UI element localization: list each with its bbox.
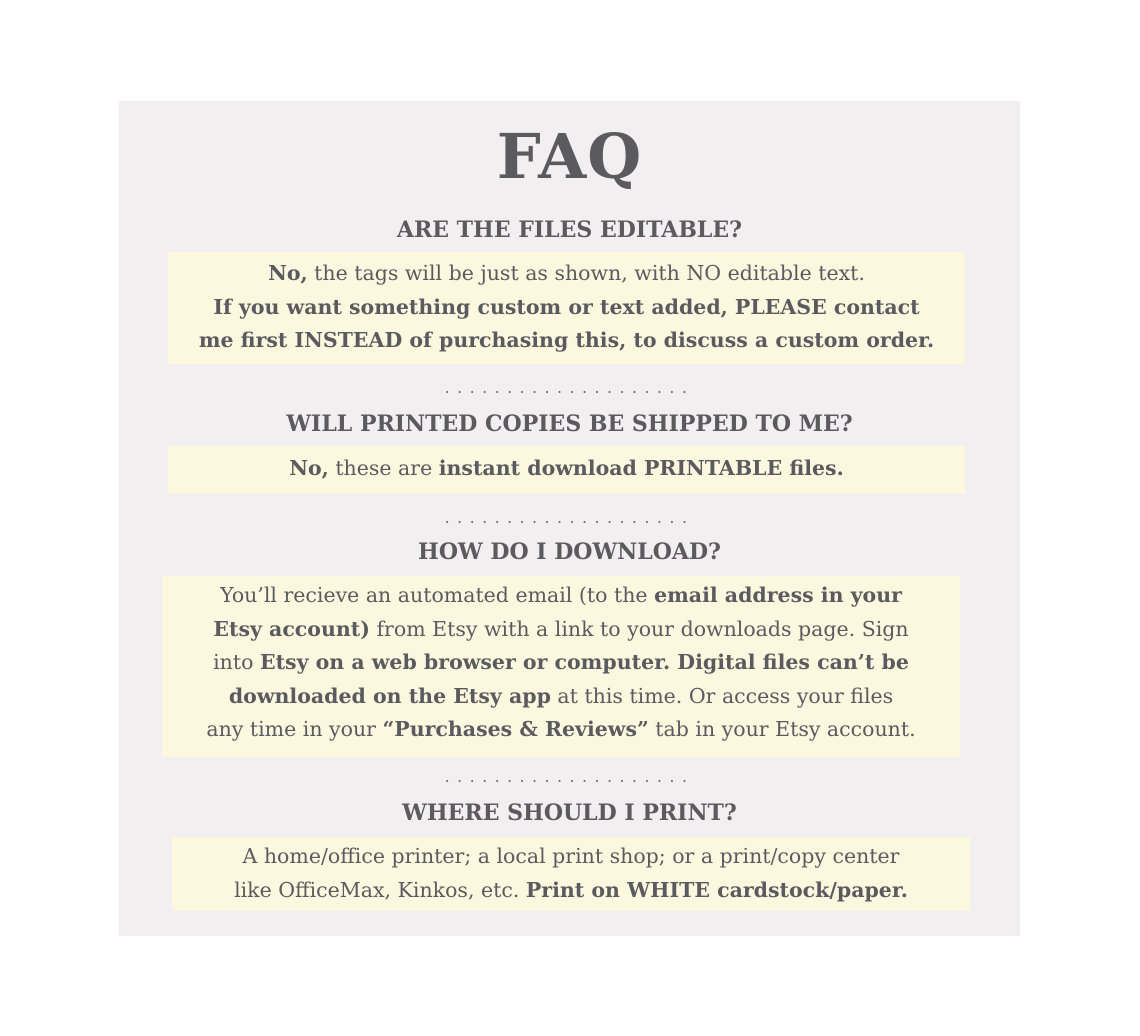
answer-line — [162, 680, 960, 714]
faq-title: FAQ — [496, 120, 643, 193]
answer-bold-text: Etsy on a web browser or computer. Digital files can’t be — [259, 650, 909, 674]
answer-text: the tags will be just as shown, with NO editable text. — [307, 261, 865, 285]
answer-bold-text: Etsy account) — [213, 616, 370, 641]
answer-line — [162, 646, 960, 680]
answer-line — [168, 257, 965, 291]
question-editable: ARE THE FILES EDITABLE? — [396, 217, 743, 243]
answer-text: You’ll recieve an automated email (to the — [220, 583, 655, 607]
answer-text: any time in your — [206, 717, 383, 741]
separator-dots: .................... — [444, 508, 695, 527]
question-print: WHERE SHOULD I PRINT? — [402, 800, 737, 826]
answer-line — [162, 579, 960, 613]
answer-text: like OfficeMax, Kinkos, etc. — [234, 877, 526, 902]
answer-text: from Etsy with a link to your downloads page. Sign — [369, 616, 909, 641]
answer-line — [168, 324, 965, 358]
answer-bold-text: downloaded on the Etsy app — [228, 683, 551, 708]
question-download: HOW DO I DOWNLOAD? — [418, 539, 721, 565]
separator-dots: .................... — [444, 378, 695, 397]
answer-bold-text: No, — [268, 261, 308, 285]
question-shipping: WILL PRINTED COPIES BE SHIPPED TO ME? — [286, 411, 853, 437]
answer-text: into — [213, 650, 260, 674]
answer-line — [162, 713, 960, 747]
separator-dots: .................... — [444, 767, 695, 786]
answer-bold-text: email address in your — [654, 583, 902, 607]
answer-line — [168, 452, 965, 486]
answer-bold-text: No, — [289, 456, 329, 480]
answer-text: at this time. Or access your files — [550, 683, 894, 708]
answer-text: tab in your Etsy account. — [648, 717, 916, 741]
answer-text: these are — [328, 456, 439, 480]
answer-print — [172, 837, 970, 911]
answer-bold-text: “Purchases & Reviews” — [382, 717, 649, 741]
answer-bold-text: Print on WHITE cardstock/paper. — [525, 877, 908, 902]
answer-shipping — [168, 446, 965, 494]
answer-line — [172, 874, 970, 908]
answer-line — [172, 840, 970, 874]
answer-text: A home/office printer; a local print shop; or a print/copy center — [242, 844, 900, 868]
answer-download — [162, 576, 960, 757]
answer-editable — [168, 252, 965, 364]
answer-bold-text: instant download PRINTABLE files. — [438, 456, 844, 480]
answer-bold-text: If you want something custom or text added, PLEASE contact — [213, 294, 920, 319]
answer-bold-text: me first INSTEAD of purchasing this, to discuss a custom order. — [198, 328, 935, 352]
answer-line — [162, 613, 960, 647]
faq-panel — [119, 101, 1020, 936]
answer-line — [168, 291, 965, 325]
